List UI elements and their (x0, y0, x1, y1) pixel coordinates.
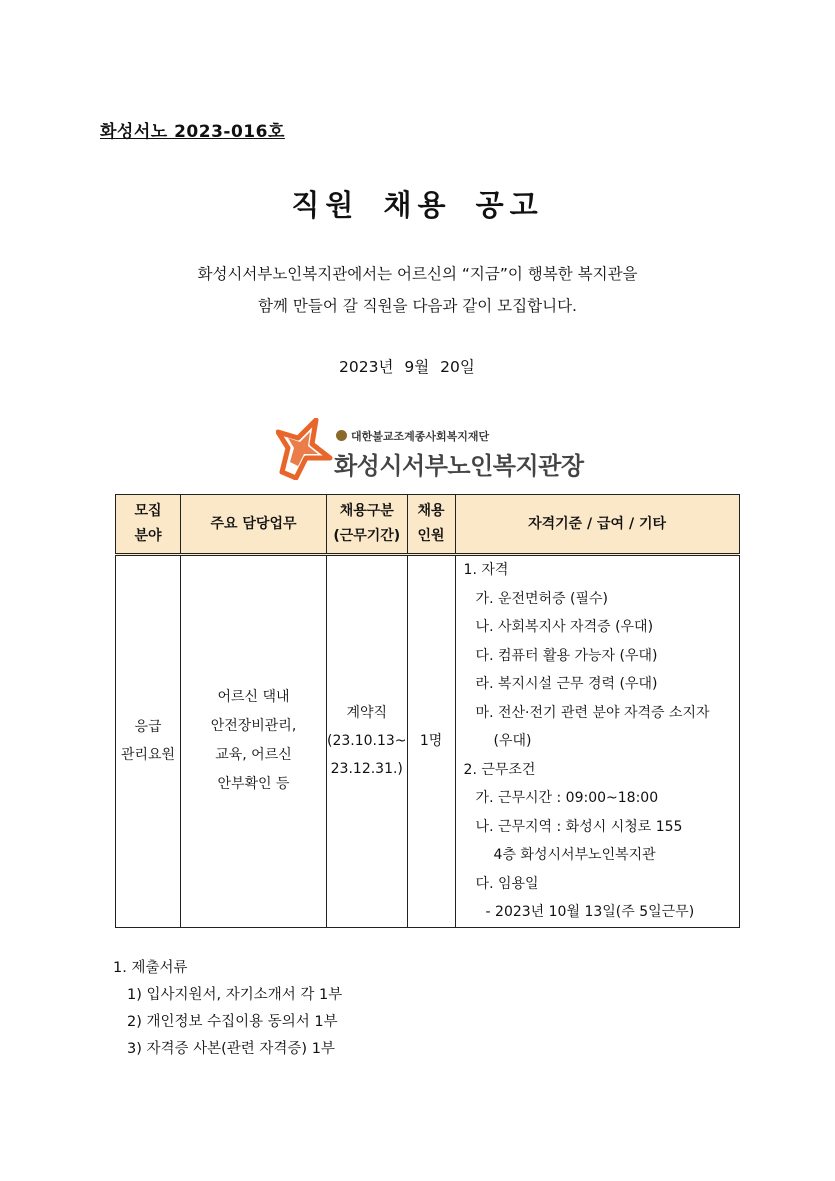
qual-line: 나. 사회복지사 자격증 (우대) (475, 619, 654, 635)
organization-emblem-icon (276, 418, 336, 480)
seal-icon (336, 430, 347, 441)
organization-logo (276, 418, 584, 480)
qual-line: 가. 운전면허증 (필수) (475, 590, 609, 607)
list-item: 2) 개인정보 수집이용 동의서 1부 (127, 1014, 338, 1030)
cell-type: 계약직 (23.10.13~ 23.12.31.) (327, 555, 408, 928)
cell-field: 응급 관리요원 (116, 555, 181, 928)
qual-line: 다. 임용일 (475, 875, 539, 892)
intro-line-2: 함께 만들어 갈 직원을 다음과 같이 모집합니다. (258, 297, 577, 315)
intro-line-1: 화성시서부노인복지관에서는 어르신의 “지금”이 행복한 복지관을 (197, 265, 638, 283)
qual-line: 가. 근무시간 : 09:00~18:00 (475, 790, 659, 806)
header-count: 채용 인원 (407, 495, 455, 555)
foundation-name (336, 428, 489, 444)
header-field: 모집 분야 (116, 495, 181, 555)
documents-heading: 1. 제출서류 (113, 960, 188, 976)
list-item: 1) 입사지원서, 자기소개서 각 1부 (127, 987, 343, 1003)
header-qualifications: 자격기준 / 급여 / 기타 (455, 495, 739, 555)
table-header-row (116, 495, 740, 555)
cell-duties: 어르신 댁내 안전장비관리, 교육, 어르신 안부확인 등 (181, 555, 327, 928)
documents-section (113, 955, 342, 1063)
cell-count: 1명 (407, 555, 455, 928)
header-type: 채용구분 (근무기간) (327, 495, 408, 555)
list-item: 3) 자격증 사본(관련 자격증) 1부 (127, 1041, 335, 1057)
recruitment-table (115, 494, 740, 928)
document-number: 화성서노 2023-016호 (100, 122, 285, 142)
qual-line: (우대) (493, 733, 532, 749)
qual-line: - 2023년 10월 13일(주 5일근무) (485, 904, 695, 920)
announcement-date: 2023년 9월 20일 (339, 358, 475, 376)
header-duties: 주요 담당업무 (181, 495, 327, 555)
qual-line: 2. 근무조건 (463, 761, 536, 778)
organization-name: 화성시서부노인복지관장 (334, 452, 584, 480)
qual-line: 4층 화성시서부노인복지관 (493, 847, 656, 863)
qual-line: 1. 자격 (463, 562, 509, 578)
table-row (116, 555, 740, 928)
qual-line: 마. 전산·전기 관련 분야 자격증 소지자 (475, 704, 710, 721)
qual-line: 라. 복지시설 근무 경력 (우대) (475, 676, 658, 692)
page-title: 직원 채용 공고 (291, 188, 544, 222)
cell-qualifications (455, 555, 739, 928)
qual-line: 나. 근무지역 : 화성시 시청로 155 (475, 818, 683, 835)
qual-line: 다. 컴퓨터 활용 가능자 (우대) (475, 647, 658, 664)
foundation-name-text: 대한불교조계종사회복지재단 (351, 430, 490, 443)
